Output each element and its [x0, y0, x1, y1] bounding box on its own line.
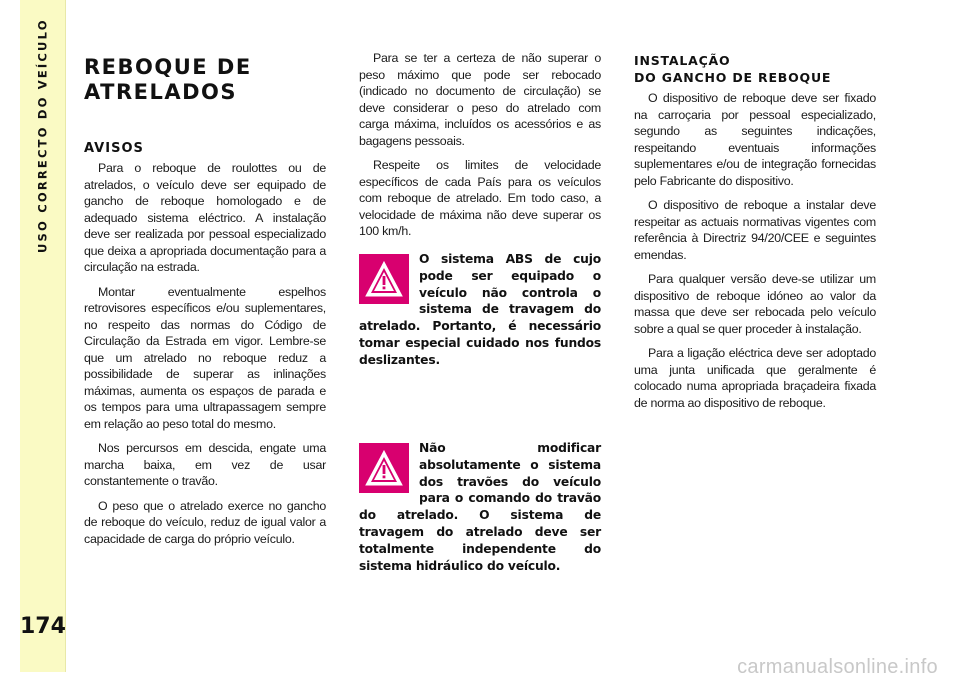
subhead-instalacao	[634, 52, 876, 86]
watermark: carmanualsonline.info	[737, 656, 938, 678]
warning-text-brakes: Não modificar absolutamente o sistema dos travões do veículo para o comando do travão do atrelado. O sistema de travagem do atrelado deve ser totalmente independente do sistema hidráulico do veículo.	[359, 441, 601, 573]
paragraph: Respeite os limites de velocidade específicos de cada País para os veículos com reboque de atrelado. Em todo caso, a velocidade de máxima não deve superar os 100 km/h.	[359, 158, 601, 238]
section-title: USO CORRECTO DO VEÍCULO	[35, 18, 50, 253]
paragraph: Para a ligação eléctrica deve ser adoptado uma junta unificada que geralmente é colocado numa apropriada braçadeira fixada de norma ao dispositivo de reboque.	[634, 346, 876, 410]
warning-box-abs	[359, 251, 601, 369]
page-title	[84, 55, 326, 105]
warning-triangle-icon	[359, 254, 409, 304]
column-3	[634, 50, 876, 419]
paragraph: Para se ter a certeza de não superar o peso máximo que pode ser rebocado (indicado no documento de circulação) se deve considerar o peso do atrelado com carga máxima, incluídos os acessórios e as bagagens pessoais.	[359, 51, 601, 148]
paragraph: O peso que o atrelado exerce no gancho de reboque do veículo, reduz de igual valor a capacidade de carga do próprio veículo.	[84, 498, 326, 546]
paragraph: Nos percursos em descida, engate uma marcha baixa, em vez de usar constantemente o travão.	[84, 441, 326, 488]
warning-text-abs: O sistema ABS de cujo pode ser equipado o veículo não controla o sistema de travagem do atrelado. Portanto, é necessário tomar especial cuidado nos fundos deslizantes.	[359, 252, 601, 367]
paragraph: O dispositivo de reboque a instalar deve respeitar as actuais normativas vigentes com referência à Directriz 94/20/CEE e seguintes emendas.	[634, 198, 876, 262]
page-number: 174	[20, 614, 66, 639]
paragraph: Montar eventualmente espelhos retrovisores específicos e/ou suplementares, no respeito das normas do Código de Circulação da Estrada em vigor. Lembre-se que um atrelado no reboque reduz a possibilidade de superar as inlinações máximas, aumenta os espaços de parada e os tempos para uma ultrapassagem sempre em relação ao peso total do mesmo.	[84, 284, 326, 431]
title-line-1: REBOQUE DE	[84, 55, 252, 79]
paragraph: Para qualquer versão deve-se utilizar um dispositivo de reboque idóneo ao valor da massa que deve ser rebocada pelo veículo sobre a qual se quer proceder à instalação.	[634, 272, 876, 336]
paragraph: Para o reboque de roulottes ou de atrelados, o veículo deve ser equipado de gancho de reboque homologado e de adequado sistema eléctrico. A instalação deve ser realizada por pessoal especializado que deixa a apropriada documentação para a circulação na estrada.	[84, 161, 326, 274]
subhead-avisos: AVISOS	[84, 141, 144, 156]
paragraph: O dispositivo de reboque deve ser fixado na carroçaria por pessoal especializado, segundo as seguintes indicações, respeitando eventuais informações suplementares e/ou de integração fornecidas pelo Fabricante do dispositivo.	[634, 91, 876, 188]
warning-box-brakes	[359, 440, 601, 574]
subhead-line-1: INSTALAÇÃO	[634, 53, 731, 68]
title-line-2: ATRELADOS	[84, 80, 238, 104]
subhead-line-2: DO GANCHO DE REBOQUE	[634, 70, 832, 85]
column-1	[84, 50, 326, 555]
warning-triangle-icon	[359, 443, 409, 493]
column-2	[359, 50, 601, 248]
sidebar	[20, 0, 66, 672]
